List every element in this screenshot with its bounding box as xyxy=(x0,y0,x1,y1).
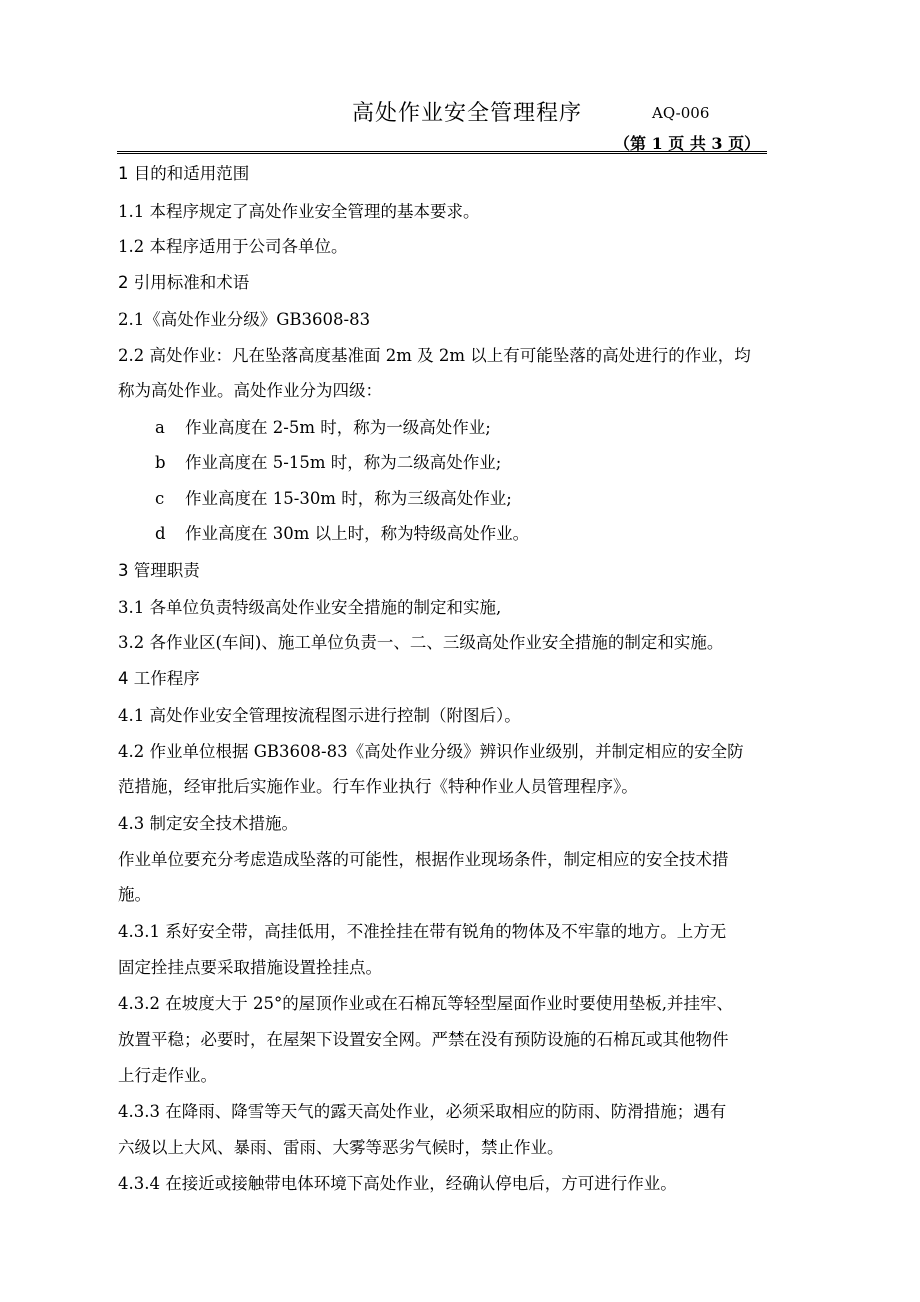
paragraph-4-1: 4.1 高处作业安全管理按流程图示进行控制（附图后）。 xyxy=(118,706,521,725)
paragraph-3-1: 3.1 各单位负责特级高处作业安全措施的制定和实施, xyxy=(118,598,502,617)
paragraph-1-2: 1.2 本程序适用于公司各单位。 xyxy=(118,237,348,256)
paragraph-4-3-1-line-1: 4.3.1 系好安全带，高挂低用，不准拴挂在带有锐角的物体及不牢靠的地方。上方无 xyxy=(118,922,727,941)
header-rule-bottom xyxy=(117,153,767,154)
paragraph-4-2-line-2: 范措施，经审批后实施作业。行车作业执行《特种作业人员管理程序》。 xyxy=(118,777,638,796)
paragraph-4-3-2-line-2: 放置平稳；必要时，在屋架下设置安全网。严禁在没有预防设施的石棉瓦或其他物件 xyxy=(118,1030,729,1049)
paragraph-4-3-intro-line-2: 施。 xyxy=(118,885,151,904)
level-text: 作业高度在 5-15m 时，称为二级高处作业; xyxy=(185,453,502,472)
paragraph-4-3-2-line-3: 上行走作业。 xyxy=(118,1066,217,1085)
level-marker: c xyxy=(155,489,165,508)
paragraph-4-3: 4.3 制定安全技术措施。 xyxy=(118,814,298,833)
level-marker: b xyxy=(155,453,166,472)
section-heading-1: 1 目的和适用范围 xyxy=(118,164,250,183)
page-indicator: （第 1 页 共 3 页） xyxy=(614,134,761,153)
level-text: 作业高度在 30m 以上时，称为特级高处作业。 xyxy=(185,524,530,543)
level-text: 作业高度在 2-5m 时，称为一级高处作业; xyxy=(185,418,491,437)
paragraph-4-3-3-line-1: 4.3.3 在降雨、降雪等天气的露天高处作业，必须采取相应的防雨、防滑措施；遇有 xyxy=(118,1102,727,1121)
paragraph-4-2-line-1: 4.2 作业单位根据 GB3608-83《高处作业分级》辨识作业级别，并制定相应的安全防 xyxy=(118,742,744,761)
header-rule-top xyxy=(117,151,767,152)
paragraph-4-3-intro-line-1: 作业单位要充分考虑造成坠落的可能性，根据作业现场条件，制定相应的安全技术措 xyxy=(118,850,729,869)
level-marker: a xyxy=(155,418,165,437)
paragraph-4-3-1-line-2: 固定拴挂点要采取措施设置拴挂点。 xyxy=(118,958,382,977)
level-item xyxy=(155,445,501,480)
document-title: 高处作业安全管理程序 xyxy=(352,101,583,126)
level-item xyxy=(155,516,529,551)
section-heading-2: 2 引用标准和术语 xyxy=(118,273,250,292)
document-code: AQ-006 xyxy=(652,104,710,122)
paragraph-2-2-line-2: 称为高处作业。高处作业分为四级： xyxy=(118,381,382,400)
paragraph-4-3-2-line-1: 4.3.2 在坡度大于 25°的屋顶作业或在石棉瓦等轻型屋面作业时要使用垫板,并挂牢、 xyxy=(118,994,733,1013)
section-heading-4: 4 工作程序 xyxy=(118,669,200,688)
level-item xyxy=(155,481,512,516)
level-item xyxy=(155,410,491,445)
paragraph-3-2: 3.2 各作业区(车间)、施工单位负责一、二、三级高处作业安全措施的制定和实施。 xyxy=(118,633,724,652)
section-heading-3: 3 管理职责 xyxy=(118,561,200,580)
paragraph-2-2-line-1: 2.2 高处作业：凡在坠落高度基准面 2m 及 2m 以上有可能坠落的高处进行的作业，均 xyxy=(118,346,751,365)
paragraph-2-1: 2.1《高处作业分级》GB3608-83 xyxy=(118,310,371,329)
paragraph-4-3-4: 4.3.4 在接近或接触带电体环境下高处作业，经确认停电后，方可进行作业。 xyxy=(118,1174,677,1193)
level-text: 作业高度在 15-30m 时，称为三级高处作业; xyxy=(185,489,512,508)
paragraph-4-3-3-line-2: 六级以上大风、暴雨、雷雨、大雾等恶劣气候时，禁止作业。 xyxy=(118,1138,564,1157)
paragraph-1-1: 1.1 本程序规定了高处作业安全管理的基本要求。 xyxy=(118,202,480,221)
level-marker: d xyxy=(155,524,166,543)
